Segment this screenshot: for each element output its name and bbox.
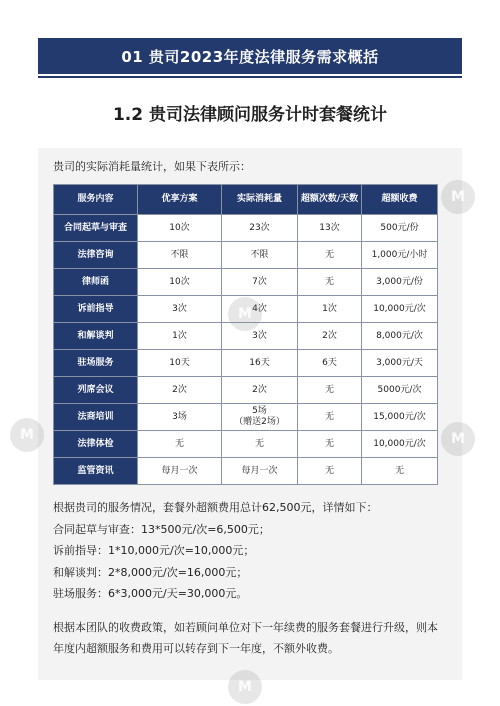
row-label: 监管资讯 bbox=[54, 458, 138, 485]
table-cell: 4次 bbox=[222, 296, 298, 323]
table-cell: 不限 bbox=[138, 242, 222, 269]
summary-block bbox=[53, 497, 453, 605]
table-cell: 10次 bbox=[138, 269, 222, 296]
intro-text: 贵司的实际消耗量统计，如果下表所示： bbox=[53, 160, 251, 173]
table-cell: 10,000元/次 bbox=[362, 431, 438, 458]
table-cell: 13次 bbox=[298, 215, 362, 242]
table-cell: 无 bbox=[298, 377, 362, 404]
table-cell: 5000元/次 bbox=[362, 377, 438, 404]
table-cell: 10天 bbox=[138, 350, 222, 377]
table-row bbox=[54, 242, 438, 269]
table-cell: 1次 bbox=[138, 323, 222, 350]
table-cell: 无 bbox=[138, 431, 222, 458]
table-row bbox=[54, 269, 438, 296]
table-row bbox=[54, 404, 438, 431]
watermark-logo-icon: M bbox=[10, 418, 44, 452]
table-row bbox=[54, 431, 438, 458]
table-cell: 无 bbox=[222, 431, 298, 458]
row-label: 法律咨询 bbox=[54, 242, 138, 269]
row-label: 律师函 bbox=[54, 269, 138, 296]
header-service: 服务内容 bbox=[54, 185, 138, 215]
table-row bbox=[54, 377, 438, 404]
table-cell: 500元/份 bbox=[362, 215, 438, 242]
row-label: 法律体检 bbox=[54, 431, 138, 458]
row-label: 列席会议 bbox=[54, 377, 138, 404]
watermark-logo-icon: M bbox=[441, 422, 475, 456]
table-cell: 无 bbox=[298, 242, 362, 269]
table-cell: 6天 bbox=[298, 350, 362, 377]
row-label: 法商培训 bbox=[54, 404, 138, 431]
table-cell: 7次 bbox=[222, 269, 298, 296]
table-cell: 8,000元/次 bbox=[362, 323, 438, 350]
summary-line: 合同起草与审查：13*500元/次=6,500元； bbox=[53, 522, 270, 536]
table-cell: 无 bbox=[298, 269, 362, 296]
table-cell: 无 bbox=[362, 458, 438, 485]
table-cell: 2次 bbox=[138, 377, 222, 404]
table-row bbox=[54, 215, 438, 242]
row-label: 合同起草与审查 bbox=[54, 215, 138, 242]
section-title: 1.2 贵司法律顾问服务计时套餐统计 bbox=[112, 105, 388, 125]
table-cell: 23次 bbox=[222, 215, 298, 242]
table-cell: 15,000元/次 bbox=[362, 404, 438, 431]
table-cell: 每月一次 bbox=[138, 458, 222, 485]
row-label: 驻场服务 bbox=[54, 350, 138, 377]
table-cell: 16天 bbox=[222, 350, 298, 377]
summary-line: 诉前指导：1*10,000元/次=10,000元； bbox=[53, 544, 255, 557]
watermark-logo-icon: M bbox=[228, 670, 262, 704]
table-header-row bbox=[54, 185, 438, 215]
watermark-logo-icon: M bbox=[441, 180, 475, 214]
table-cell: 无 bbox=[298, 458, 362, 485]
row-label: 诉前指导 bbox=[54, 296, 138, 323]
watermark-logo-icon: M bbox=[228, 297, 262, 331]
table-cell: 无 bbox=[298, 431, 362, 458]
table-cell: 每月一次 bbox=[222, 458, 298, 485]
table-cell: 无 bbox=[298, 404, 362, 431]
summary-line: 和解谈判：2*8,000元/次=16,000元； bbox=[53, 565, 248, 579]
table-row bbox=[54, 350, 438, 377]
table-row bbox=[54, 458, 438, 485]
chapter-title: 01 贵司2023年度法律服务需求概括 bbox=[121, 47, 379, 66]
table-cell: 2次 bbox=[222, 377, 298, 404]
table-cell: 1,000元/小时 bbox=[362, 242, 438, 269]
header-usage: 实际消耗量 bbox=[222, 185, 298, 215]
row-label: 和解谈判 bbox=[54, 323, 138, 350]
header-fee: 超额收费 bbox=[362, 185, 438, 215]
summary-line: 根据贵司的服务情况，套餐外超额费用总计62,500元，详情如下： bbox=[53, 501, 378, 514]
table-cell: 不限 bbox=[222, 242, 298, 269]
header-plan: 优享方案 bbox=[138, 185, 222, 215]
table-cell: 3场 bbox=[138, 404, 222, 431]
chapter-banner bbox=[38, 38, 462, 74]
policy-note: 根据本团队的收费政策，如若顾问单位对下一年续费的服务套餐进行升级，则本年度内超额服务和费用可以转存到下一年度，不额外收费。 bbox=[53, 621, 438, 655]
table-cell: 10,000元/次 bbox=[362, 296, 438, 323]
table-cell: 3次 bbox=[138, 296, 222, 323]
table-cell: 10次 bbox=[138, 215, 222, 242]
service-table bbox=[53, 184, 438, 485]
table-cell: 3,000元/天 bbox=[362, 350, 438, 377]
table-cell: 3,000元/份 bbox=[362, 269, 438, 296]
table-cell: 5场 （赠送2场） bbox=[222, 404, 298, 431]
table-cell: 3次 bbox=[222, 323, 298, 350]
table-cell: 1次 bbox=[298, 296, 362, 323]
table-cell: 2次 bbox=[298, 323, 362, 350]
header-excess: 超额次数/天数 bbox=[298, 185, 362, 215]
summary-line: 驻场服务：6*3,000元/天=30,000元。 bbox=[53, 587, 248, 600]
